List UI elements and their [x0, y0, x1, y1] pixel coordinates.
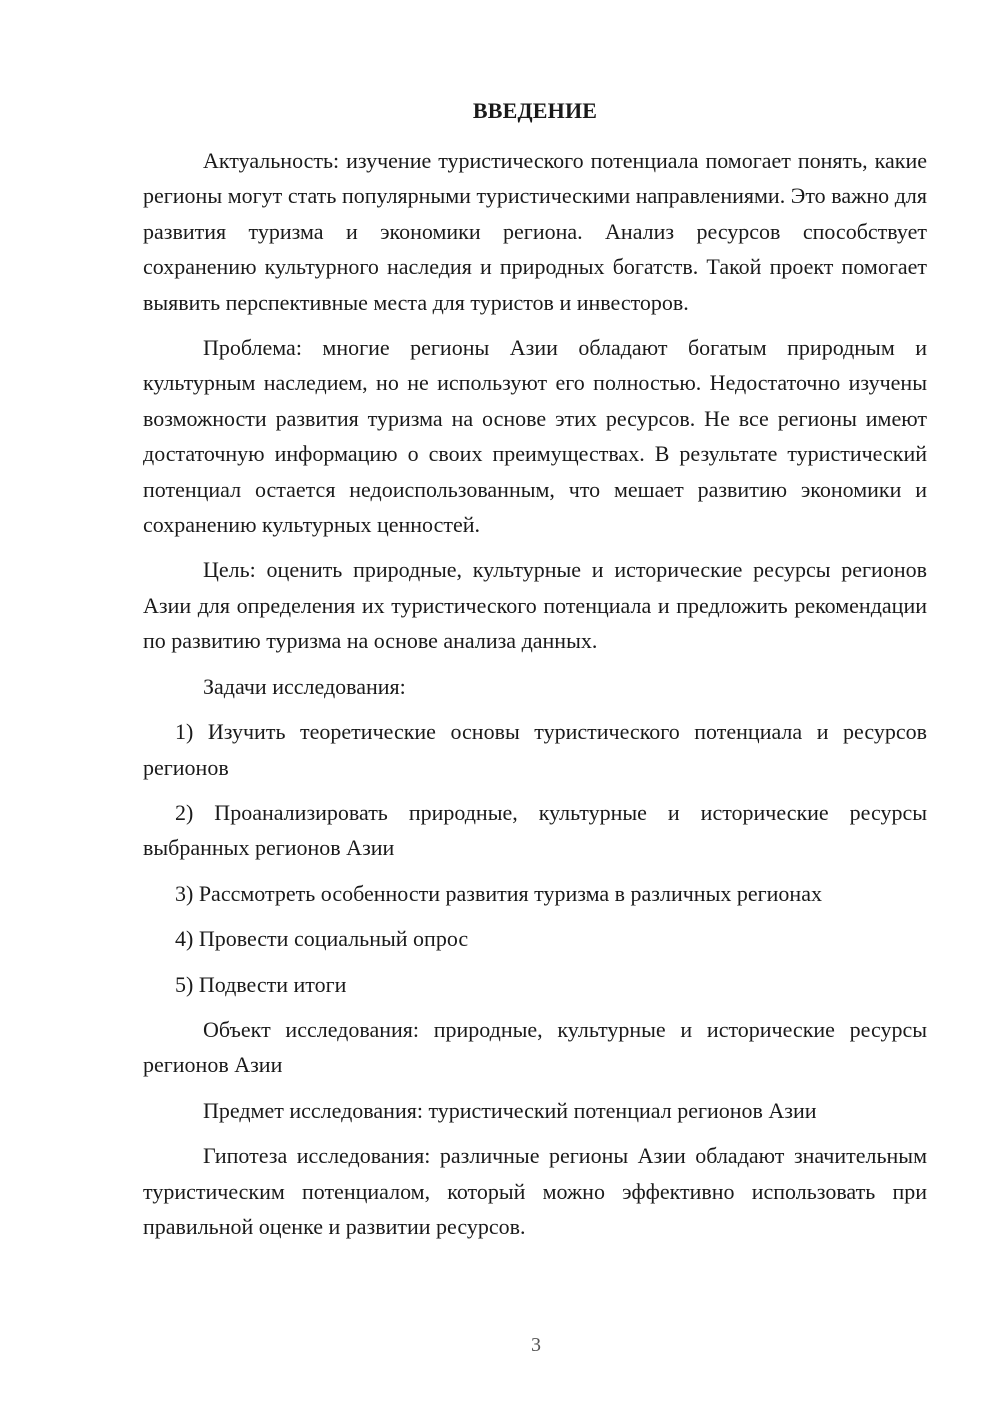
- paragraph-object: Объект исследования: природные, культурные и исторические ресурсы регионов Азии: [143, 1016, 927, 1078]
- section-heading: ВВЕДЕНИЕ: [472, 98, 598, 123]
- paragraph-problem: Проблема: многие регионы Азии обладают богатым природным и культурным наследием, но не используют его полностью. Недостаточно изучены возможности развития туризма на основе этих ресурсов. Не все регионы имеют достаточную информацию о своих преимуществах. В результате туристический потенциал остается недоиспользованным, что мешает развитию экономики и сохранению культурных ценностей.: [143, 335, 927, 538]
- task-item-1: 1) Изучить теоретические основы туристического потенциала и ресурсов регионов: [143, 719, 927, 780]
- paragraph-hypothesis: Гипотеза исследования: различные регионы Азии обладают значительным туристическим потенциалом, который можно эффективно использовать при правильной оценке и развитии ресурсов.: [143, 1143, 927, 1239]
- task-item-3: 3) Рассмотреть особенности развития туризма в различных регионах: [175, 880, 822, 906]
- paragraph-subject: Предмет исследования: туристический потенциал регионов Азии: [203, 1097, 817, 1123]
- task-item-2: 2) Проанализировать природные, культурные и исторические ресурсы выбранных регионов Азии: [143, 799, 927, 861]
- task-item-5: 5) Подвести итоги: [175, 971, 347, 997]
- paragraph-goal: Цель: оценить природные, культурные и исторические ресурсы регионов Азии для определения их туристического потенциала и предложить рекомендации по развитию туризма на основе анализа данных.: [143, 557, 927, 654]
- document-content: [143, 96, 927, 1254]
- paragraph-tasks-heading: Задачи исследования:: [203, 673, 406, 699]
- page-number: 3: [531, 1334, 541, 1356]
- paragraph-relevance: Актуальность: изучение туристического потенциала помогает понять, какие регионы могут стать популярными туристическими направлениями. Это важно для развития туризма и экономики региона. Анализ ресурсов способствует сохранению культурного наследия и природных богатств. Такой проект помогает выявить перспективные места для туристов и инвесторов.: [143, 148, 927, 315]
- task-item-4: 4) Провести социальный опрос: [175, 926, 469, 952]
